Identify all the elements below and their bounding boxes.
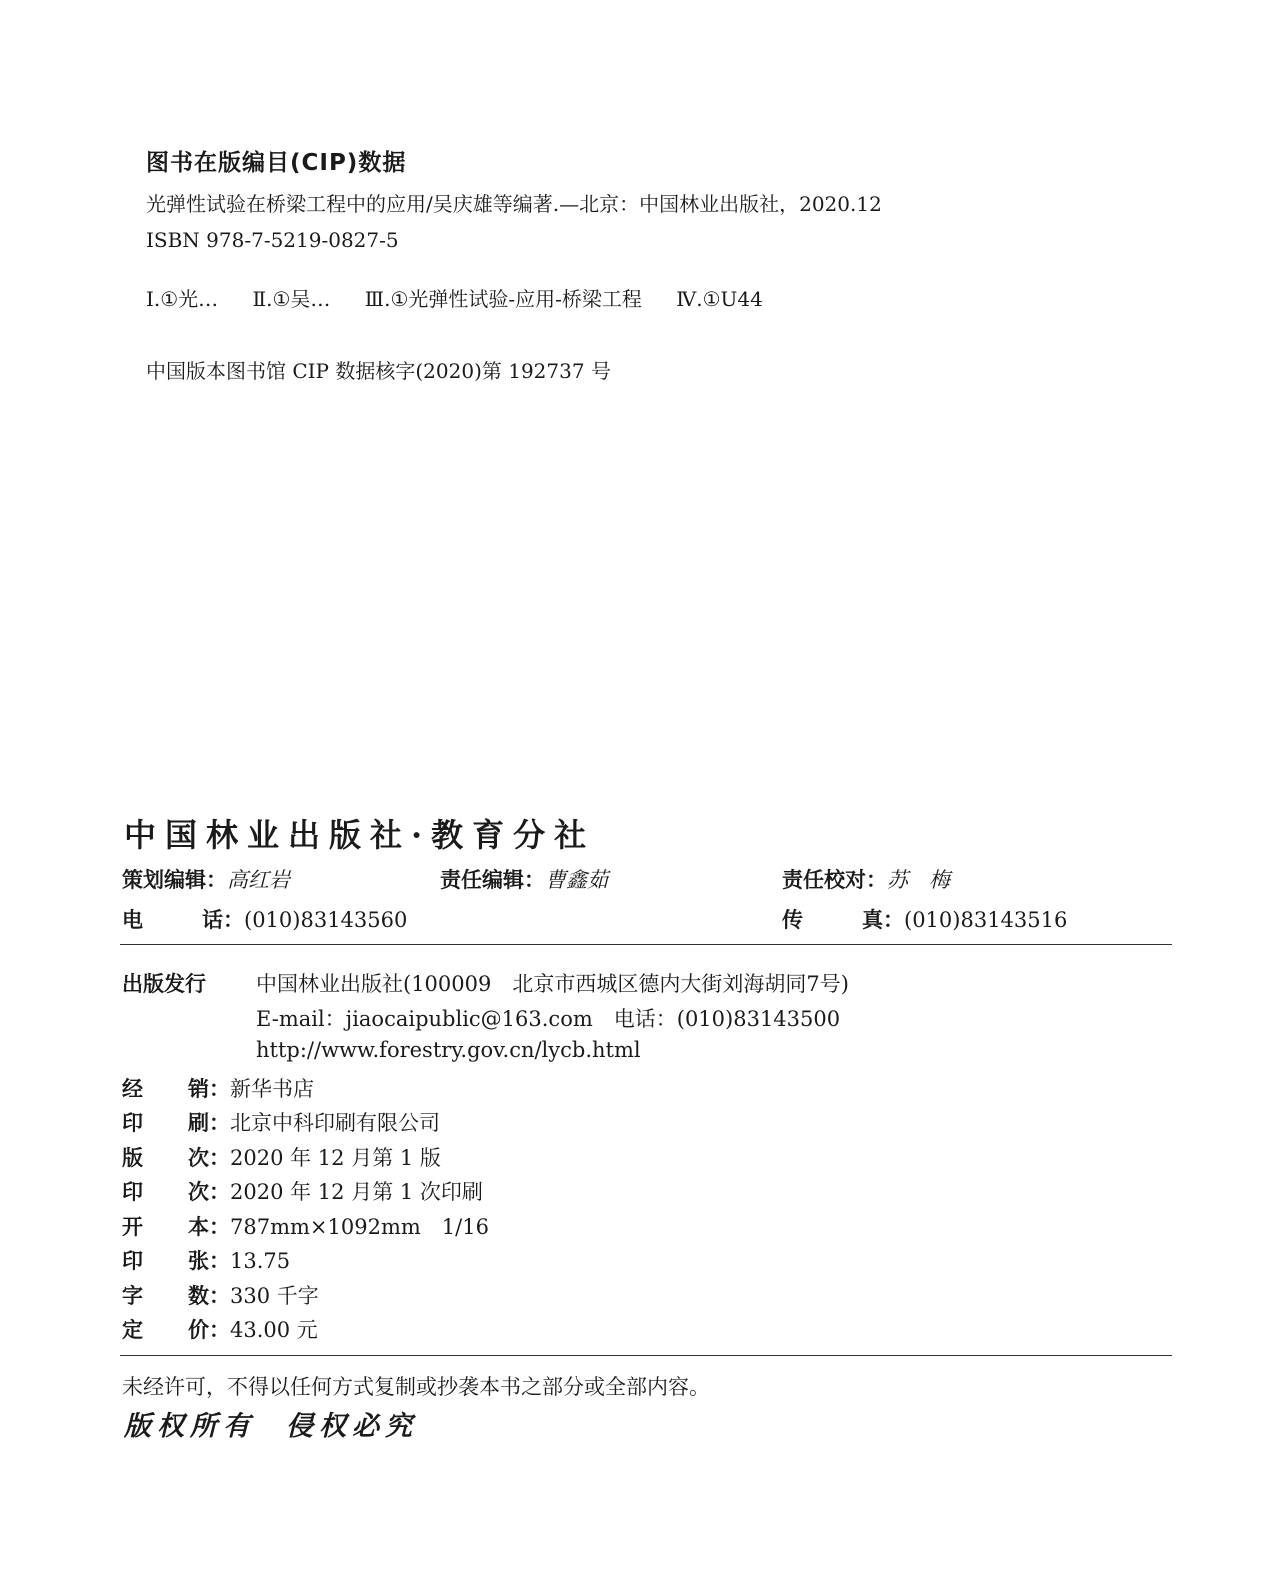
detail-value: 787mm×1092mm 1/16 (230, 1215, 489, 1239)
distribution-url: http://www.forestry.gov.cn/lycb.html (256, 1038, 641, 1062)
detail-value: 新华书店 (230, 1077, 314, 1101)
rights-reserved (124, 1404, 418, 1443)
cip-class-3: Ⅲ.①光弹性试验-应用-桥梁工程 (364, 287, 642, 311)
distribution-row (122, 968, 849, 998)
distribution-email: E-mail：jiaocaipublic@163.com 电话：(010)83143500 (256, 1007, 841, 1031)
detail-value: 43.00 元 (230, 1318, 318, 1342)
planning-editor-value: 高红岩 (227, 868, 290, 892)
phone-label-a: 电 (122, 908, 143, 932)
detail-value: 330 千字 (230, 1284, 319, 1308)
detail-row: 开 本：787mm×1092mm 1/16 (122, 1215, 489, 1239)
divider-top (120, 944, 1172, 945)
divider-bottom (120, 1355, 1172, 1356)
detail-row: 定 价：43.00 元 (122, 1318, 318, 1342)
cip-description: 光弹性试验在桥梁工程中的应用/吴庆雄等编著.—北京：中国林业出版社，2020.12 (146, 192, 882, 216)
responsible-editor-label: 责任编辑： (440, 868, 545, 892)
detail-value: 2020 年 12 月第 1 次印刷 (230, 1180, 483, 1204)
cip-class-1: Ⅰ.①光… (146, 287, 219, 311)
distribution-address: 中国林业出版社(100009 北京市西城区德内大街刘海胡同7号) (256, 972, 849, 996)
fax-value: (010)83143516 (904, 908, 1068, 932)
cip-classification (146, 283, 791, 312)
planning-editor-row (122, 864, 290, 894)
detail-row: 印 刷：北京中科印刷有限公司 (122, 1111, 440, 1135)
fax-label-b: 真： (862, 908, 904, 932)
detail-row: 印 次：2020 年 12 月第 1 次印刷 (122, 1180, 483, 1204)
cip-class-4: Ⅳ.①U44 (676, 287, 763, 311)
fax-row (782, 904, 1067, 934)
responsible-editor-value: 曹鑫茹 (545, 868, 608, 892)
cip-isbn: ISBN 978-7-5219-0827-5 (146, 228, 399, 252)
detail-row: 版 次：2020 年 12 月第 1 版 (122, 1146, 441, 1170)
detail-value: 2020 年 12 月第 1 版 (230, 1146, 441, 1170)
proofreader-label: 责任校对： (782, 868, 887, 892)
detail-row: 字 数：330 千字 (122, 1284, 319, 1308)
rights-part-2: 侵权必究 (286, 1411, 418, 1442)
fax-label-a: 传 (782, 908, 803, 932)
cip-record: 中国版本图书馆 CIP 数据核字(2020)第 192737 号 (146, 359, 611, 383)
phone-label-b: 话： (202, 908, 244, 932)
detail-row: 印 张：13.75 (122, 1249, 291, 1273)
proofreader-row (782, 864, 950, 894)
publisher-title: 中国林业出版社·教育分社 (124, 816, 596, 854)
cip-title: 图书在版编目(CIP)数据 (146, 150, 407, 176)
planning-editor-label: 策划编辑： (122, 868, 227, 892)
responsible-editor-row (440, 864, 608, 894)
cip-class-2: Ⅱ.①吴… (252, 287, 331, 311)
proofreader-value: 苏 梅 (887, 868, 950, 892)
rights-part-1: 版权所有 (124, 1411, 256, 1442)
detail-value: 北京中科印刷有限公司 (230, 1111, 440, 1135)
detail-row: 经 销：新华书店 (122, 1077, 314, 1101)
phone-value: (010)83143560 (244, 908, 408, 932)
copy-notice: 未经许可，不得以任何方式复制或抄袭本书之部分或全部内容。 (122, 1375, 710, 1399)
detail-value: 13.75 (230, 1249, 291, 1273)
distribution-label: 出版发行 (122, 972, 206, 996)
phone-row (122, 904, 407, 934)
